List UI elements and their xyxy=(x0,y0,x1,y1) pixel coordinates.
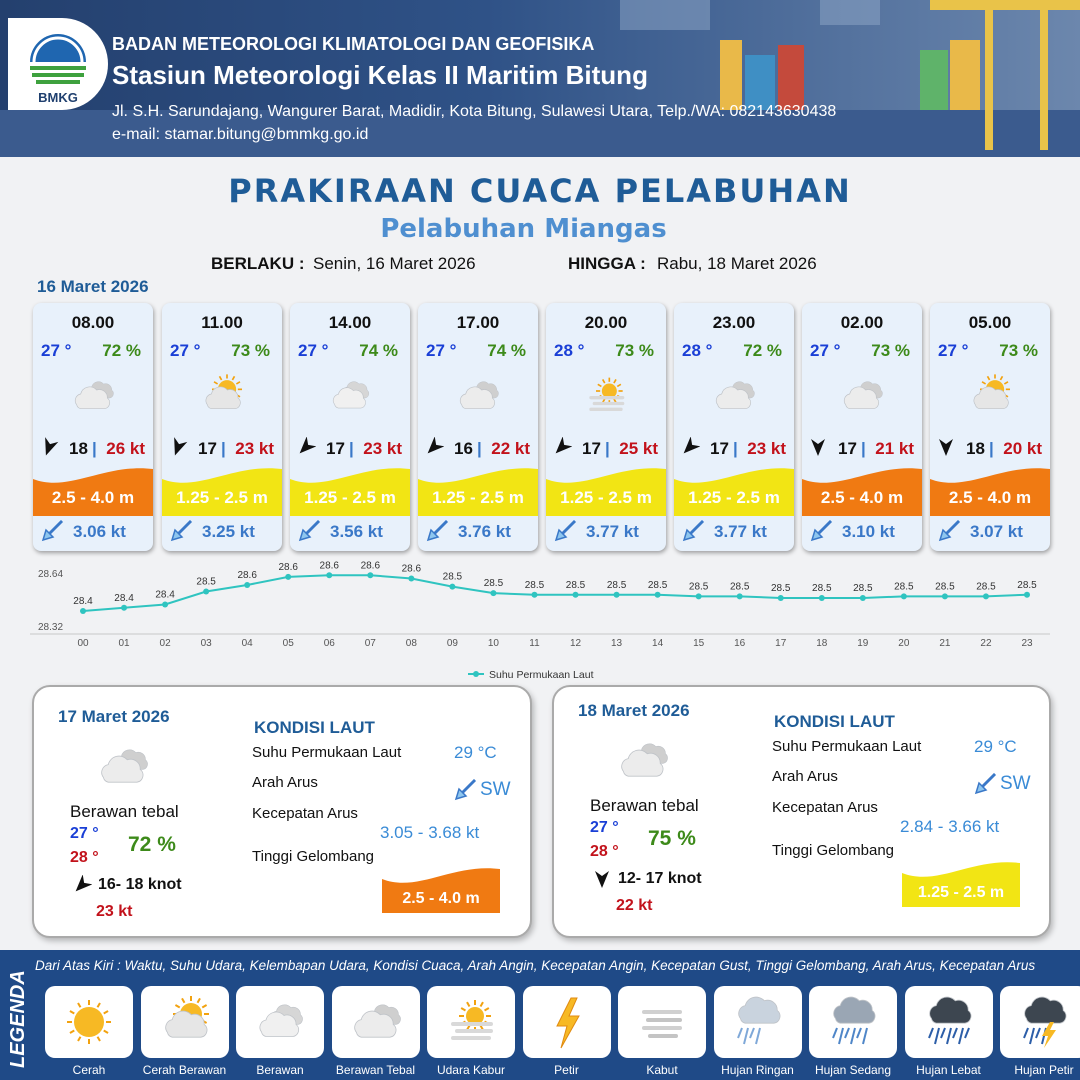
current-speed: 3.06 kt xyxy=(73,522,126,541)
wave-height-label: Tinggi Gelombang xyxy=(252,848,375,865)
data-point xyxy=(983,593,989,599)
petir-icon xyxy=(537,992,597,1052)
day-wind-speed: 16- 18 knot xyxy=(98,876,182,893)
day-wind-speed: 12- 17 knot xyxy=(618,870,702,887)
wind-speed: 17 xyxy=(582,439,601,458)
wave-height: 2.5 - 4.0 m xyxy=(51,488,135,507)
data-label: 28.4 xyxy=(114,592,134,604)
wind-direction-icon xyxy=(168,437,188,457)
x-tick-label: 18 xyxy=(816,638,828,649)
x-tick-label: 04 xyxy=(241,638,253,649)
current-direction-value: SW xyxy=(1000,773,1031,794)
x-tick-label: 13 xyxy=(611,638,623,649)
gust-speed: 23 kt xyxy=(363,439,402,458)
legend-label: Hujan Ringan xyxy=(721,1063,794,1077)
separator: | xyxy=(477,439,482,458)
separator: | xyxy=(349,439,354,458)
air-temperature: 28 ° xyxy=(554,341,585,360)
berawan-icon xyxy=(250,992,310,1052)
data-label: 28.6 xyxy=(360,560,381,572)
day-panel-18-maret xyxy=(552,685,1051,938)
data-label: 28.4 xyxy=(155,589,175,601)
forecast-card xyxy=(802,303,922,551)
x-tick-label: 15 xyxy=(693,638,705,649)
legend-item xyxy=(618,986,706,1058)
data-point xyxy=(860,595,866,601)
air-temperature: 27 ° xyxy=(41,341,72,360)
data-label: 28.5 xyxy=(606,579,627,591)
wind-direction-icon xyxy=(424,437,444,457)
chart-legend-label: Suhu Permukaan Laut xyxy=(489,669,594,681)
data-label: 28.5 xyxy=(442,571,463,583)
current-speed-value: 2.84 - 3.66 kt xyxy=(900,817,1000,836)
x-tick-label: 07 xyxy=(364,638,376,649)
wave-height: 1.25 - 2.5 m xyxy=(688,488,780,507)
data-point xyxy=(490,590,496,596)
legend-label: Hujan Petir xyxy=(1014,1063,1074,1077)
berawan-tebal-icon xyxy=(827,371,897,421)
x-tick-label: 14 xyxy=(652,638,664,649)
humidity: 74 % xyxy=(487,341,526,360)
hujan-sedang-icon xyxy=(823,992,883,1052)
separator: | xyxy=(733,439,738,458)
day-gust: 23 kt xyxy=(96,903,133,920)
separator: | xyxy=(92,439,97,458)
wind-speed: 17 xyxy=(198,439,217,458)
legend-description: Dari Atas Kiri : Waktu, Suhu Udara, Kelembapan Udara, Kondisi Cuaca, Arah Angin, Kecepatan Angin, Kecepatan Gust, Tinggi Gelombang, Arah Arus, Kecepatan Arus xyxy=(35,958,1036,973)
series-line xyxy=(83,575,1027,611)
air-temperature: 27 ° xyxy=(810,341,841,360)
legend-item xyxy=(523,986,611,1058)
agency-name: BADAN METEOROLOGI KLIMATOLOGI DAN GEOFISIKA xyxy=(112,34,595,54)
separator: | xyxy=(605,439,610,458)
data-label: 28.5 xyxy=(771,583,791,594)
wind-speed: 17 xyxy=(710,439,729,458)
wind-direction-icon xyxy=(808,437,828,457)
x-tick-label: 17 xyxy=(775,638,787,649)
current-direction-icon xyxy=(170,520,194,542)
legend-item xyxy=(45,986,133,1058)
legend-title xyxy=(4,960,30,1070)
humidity: 74 % xyxy=(359,341,398,360)
forecast-time: 05.00 xyxy=(968,313,1012,332)
hujan-petir-icon xyxy=(1014,992,1074,1052)
humidity: 73 % xyxy=(615,341,654,360)
day-date: 18 Maret 2026 xyxy=(578,701,690,720)
forecast-card xyxy=(162,303,282,551)
wave-height-label: Tinggi Gelombang xyxy=(772,842,895,859)
current-direction-icon xyxy=(454,779,478,806)
data-point xyxy=(655,592,661,598)
wind-direction-icon xyxy=(296,437,316,457)
data-label: 28.6 xyxy=(237,570,257,581)
x-tick-label: 23 xyxy=(1021,638,1033,649)
wave-height: 1.25 - 2.5 m xyxy=(304,488,396,507)
day-temp-max: 28 ° xyxy=(590,843,619,860)
current-direction-label: Arah Arus xyxy=(252,774,318,791)
humidity: 73 % xyxy=(999,341,1038,360)
current-speed: 3.25 kt xyxy=(202,522,255,541)
data-point xyxy=(203,589,209,595)
air-temperature: 28 ° xyxy=(682,341,713,360)
cerah-berawan-icon xyxy=(187,371,257,421)
forecast-time: 23.00 xyxy=(712,313,756,332)
berawan-tebal-icon xyxy=(346,992,406,1052)
legend-item xyxy=(141,986,229,1058)
data-point xyxy=(819,595,825,601)
gust-speed: 20 kt xyxy=(1003,439,1042,458)
forecast-time: 02.00 xyxy=(840,313,884,332)
hujan-ringan-icon xyxy=(728,992,788,1052)
wind-speed: 18 xyxy=(966,439,985,458)
header-banner xyxy=(0,0,1080,157)
humidity: 72 % xyxy=(743,341,782,360)
wind-direction-icon xyxy=(39,437,59,457)
legend-item xyxy=(714,986,802,1058)
data-label: 28.5 xyxy=(729,581,750,593)
data-label: 28.5 xyxy=(483,578,504,590)
current-direction-icon xyxy=(974,773,998,800)
wind-direction-icon xyxy=(552,437,572,457)
berawan-tebal-icon xyxy=(608,731,678,781)
legend-item xyxy=(332,986,420,1058)
wind-speed: 18 xyxy=(69,439,88,458)
udara-kabur-icon xyxy=(441,992,501,1052)
data-label: 28.5 xyxy=(565,579,586,591)
data-point xyxy=(244,582,250,588)
current-direction-icon xyxy=(938,520,962,542)
data-label: 28.6 xyxy=(401,563,422,575)
data-point xyxy=(80,608,86,614)
berawan-tebal-icon xyxy=(88,737,158,787)
x-tick-label: 16 xyxy=(734,638,746,649)
data-label: 28.5 xyxy=(976,581,996,593)
forecast-card xyxy=(930,303,1050,551)
forecast-card xyxy=(546,303,666,551)
current-direction-value: SW xyxy=(480,779,511,800)
day-panel-17-maret xyxy=(32,685,532,938)
legend-label: Udara Kabur xyxy=(436,1063,506,1077)
data-label: 28.5 xyxy=(1017,579,1037,591)
data-label: 28.6 xyxy=(319,560,339,572)
valid-to-label: HINGGA : xyxy=(568,254,646,273)
gust-speed: 26 kt xyxy=(106,439,145,458)
day-humidity: 72 % xyxy=(128,833,176,856)
y-tick-label: 28.32 xyxy=(38,622,64,633)
x-tick-label: 20 xyxy=(898,638,910,649)
current-speed: 3.76 kt xyxy=(458,522,511,541)
wave-height: 1.25 - 2.5 m xyxy=(432,488,524,507)
legend-item xyxy=(1000,986,1080,1058)
day-wave-height: 1.25 - 2.5 m xyxy=(917,884,1005,901)
current-direction-icon xyxy=(810,520,834,542)
x-tick-label: 03 xyxy=(200,638,212,649)
legend-label: Cerah xyxy=(72,1063,106,1077)
wave-height: 1.25 - 2.5 m xyxy=(560,488,652,507)
x-tick-label: 10 xyxy=(487,638,499,649)
valid-from-value: Senin, 16 Maret 2026 xyxy=(313,254,476,273)
x-tick-label: 00 xyxy=(77,638,89,649)
air-temperature: 27 ° xyxy=(170,341,201,360)
port-name: Pelabuhan Miangas xyxy=(380,214,667,244)
data-point xyxy=(408,576,414,582)
current-direction-icon xyxy=(298,520,322,542)
humidity: 73 % xyxy=(871,341,910,360)
hujan-lebat-icon xyxy=(919,992,979,1052)
data-label: 28.6 xyxy=(278,561,298,573)
x-tick-label: 06 xyxy=(323,638,335,649)
x-tick-label: 22 xyxy=(980,638,992,649)
data-point xyxy=(778,595,784,601)
separator: | xyxy=(989,439,994,458)
data-point xyxy=(696,593,702,599)
x-tick-label: 12 xyxy=(569,638,582,649)
legend-swatch-dot xyxy=(473,671,479,677)
current-speed-label: Kecepatan Arus xyxy=(772,799,878,816)
data-point xyxy=(367,572,373,578)
day-gust: 22 kt xyxy=(616,897,653,914)
x-tick-label: 21 xyxy=(939,638,951,649)
legend-label: Berawan xyxy=(256,1063,304,1077)
data-point xyxy=(614,592,620,598)
forecast-card xyxy=(674,303,794,551)
current-speed: 3.77 kt xyxy=(714,522,767,541)
x-tick-label: 02 xyxy=(159,638,171,649)
sea-condition-title: KONDISI LAUT xyxy=(254,718,375,737)
legend-item xyxy=(905,986,993,1058)
wind-speed: 16 xyxy=(454,439,473,458)
air-temperature: 27 ° xyxy=(426,341,457,360)
berawan-tebal-icon xyxy=(58,371,128,421)
data-point xyxy=(737,593,743,599)
data-label: 28.5 xyxy=(196,576,216,588)
forecast-time: 17.00 xyxy=(456,313,500,332)
svg-text:LEGENDA: LEGENDA xyxy=(7,970,29,1068)
day-condition: Berawan tebal xyxy=(590,796,699,815)
day-temp-max: 28 ° xyxy=(70,849,99,866)
current-speed-label: Kecepatan Arus xyxy=(252,805,358,822)
sst-value: 29 °C xyxy=(454,743,497,762)
x-tick-label: 11 xyxy=(529,638,540,649)
station-name: Stasiun Meteorologi Kelas II Maritim Bitung xyxy=(112,60,648,90)
bmkg-logo xyxy=(8,18,108,110)
legend-label: Hujan Sedang xyxy=(814,1063,892,1077)
separator: | xyxy=(861,439,866,458)
current-direction-icon xyxy=(682,520,706,542)
berawan-tebal-icon xyxy=(699,371,769,421)
legend-label: Kabut xyxy=(646,1063,678,1077)
legend-item xyxy=(809,986,897,1058)
sst-label: Suhu Permukaan Laut xyxy=(772,738,922,755)
humidity: 73 % xyxy=(231,341,270,360)
air-temperature: 27 ° xyxy=(938,341,969,360)
kabut-icon xyxy=(632,992,692,1052)
wind-direction-icon xyxy=(680,437,700,457)
x-tick-label: 08 xyxy=(405,638,417,649)
data-point xyxy=(942,593,948,599)
gust-speed: 25 kt xyxy=(619,439,658,458)
data-label: 28.5 xyxy=(524,579,545,591)
day-wave-height: 2.5 - 4.0 m xyxy=(402,890,480,907)
cerah-icon xyxy=(59,992,119,1052)
first-day-date: 16 Maret 2026 xyxy=(37,277,149,296)
data-label: 28.5 xyxy=(853,583,873,594)
logo-text: BMKG xyxy=(38,90,78,105)
station-address: Jl. S.H. Sarundajang, Wangurer Barat, Madidir, Kota Bitung, Sulawesi Utara, Telp./WA: 082143630438 xyxy=(112,103,837,120)
gust-speed: 23 kt xyxy=(747,439,786,458)
day-temp-min: 27 ° xyxy=(70,825,99,842)
current-speed: 3.10 kt xyxy=(842,522,895,541)
data-label: 28.5 xyxy=(647,579,668,591)
forecast-time: 08.00 xyxy=(71,313,115,332)
gust-speed: 22 kt xyxy=(491,439,530,458)
gust-speed: 23 kt xyxy=(235,439,274,458)
wave-height: 1.25 - 2.5 m xyxy=(176,488,268,507)
data-point xyxy=(901,593,907,599)
berawan-icon xyxy=(315,371,385,421)
data-point xyxy=(531,592,537,598)
forecast-card xyxy=(418,303,538,551)
air-temperature: 27 ° xyxy=(298,341,329,360)
cerah-berawan-icon xyxy=(955,371,1025,421)
cerah-berawan-icon xyxy=(155,992,215,1052)
day-condition: Berawan tebal xyxy=(70,802,179,821)
valid-from-label: BERLAKU : xyxy=(211,254,305,273)
data-point xyxy=(162,602,168,608)
valid-to-value: Rabu, 18 Maret 2026 xyxy=(657,254,817,273)
legend-item xyxy=(427,986,515,1058)
sst-value: 29 °C xyxy=(974,737,1017,756)
data-point xyxy=(326,572,332,578)
sea-condition-title: KONDISI LAUT xyxy=(774,712,895,731)
current-direction-label: Arah Arus xyxy=(772,768,838,785)
wave-height: 2.5 - 4.0 m xyxy=(820,488,904,507)
wind-direction-icon xyxy=(592,869,612,894)
forecast-time: 11.00 xyxy=(201,313,243,332)
x-tick-label: 05 xyxy=(282,638,294,649)
wind-direction-icon xyxy=(936,437,956,457)
data-label: 28.5 xyxy=(894,581,914,593)
forecast-card xyxy=(33,303,153,551)
current-speed-value: 3.05 - 3.68 kt xyxy=(380,823,480,842)
data-label: 28.4 xyxy=(73,596,93,607)
legend-label: Cerah Berawan xyxy=(142,1063,227,1077)
gust-speed: 21 kt xyxy=(875,439,914,458)
current-direction-icon xyxy=(426,520,450,542)
wind-speed: 17 xyxy=(838,439,857,458)
data-label: 28.5 xyxy=(812,583,832,594)
legend-label: Hujan Lebat xyxy=(916,1063,981,1077)
wind-direction-icon xyxy=(72,875,92,900)
x-tick-label: 09 xyxy=(446,638,458,649)
data-point xyxy=(121,605,127,611)
separator: | xyxy=(221,439,226,458)
legend-label: Petir xyxy=(554,1063,579,1077)
wind-speed: 17 xyxy=(326,439,345,458)
data-point xyxy=(1024,592,1030,598)
page-title: PRAKIRAAN CUACA PELABUHAN xyxy=(228,172,852,210)
current-speed: 3.77 kt xyxy=(586,522,639,541)
sea-surface-temperature-chart xyxy=(30,560,1050,685)
current-direction-icon xyxy=(41,520,65,542)
station-email: e-mail: stamar.bitung@bmmkg.go.id xyxy=(112,126,369,143)
data-label: 28.5 xyxy=(935,581,955,593)
day-date: 17 Maret 2026 xyxy=(58,707,170,726)
current-speed: 3.07 kt xyxy=(970,522,1023,541)
current-direction-icon xyxy=(554,520,578,542)
x-tick-label: 19 xyxy=(857,638,869,649)
wave-height: 2.5 - 4.0 m xyxy=(948,488,1032,507)
humidity: 72 % xyxy=(102,341,141,360)
berawan-tebal-icon xyxy=(443,371,513,421)
day-temp-min: 27 ° xyxy=(590,819,619,836)
data-label: 28.5 xyxy=(688,581,709,593)
forecast-time: 20.00 xyxy=(584,313,628,332)
x-tick-label: 01 xyxy=(118,638,130,649)
y-tick-label: 28.64 xyxy=(38,569,64,580)
legend-label: Berawan Tebal xyxy=(335,1063,416,1077)
day-humidity: 75 % xyxy=(648,827,696,850)
data-point xyxy=(285,574,291,580)
data-point xyxy=(573,592,579,598)
sst-label: Suhu Permukaan Laut xyxy=(252,744,402,761)
forecast-card xyxy=(290,303,410,551)
forecast-time: 14.00 xyxy=(328,313,372,332)
current-speed: 3.56 kt xyxy=(330,522,383,541)
udara-kabur-icon xyxy=(571,371,641,421)
data-point xyxy=(449,584,455,590)
legend-item xyxy=(236,986,324,1058)
